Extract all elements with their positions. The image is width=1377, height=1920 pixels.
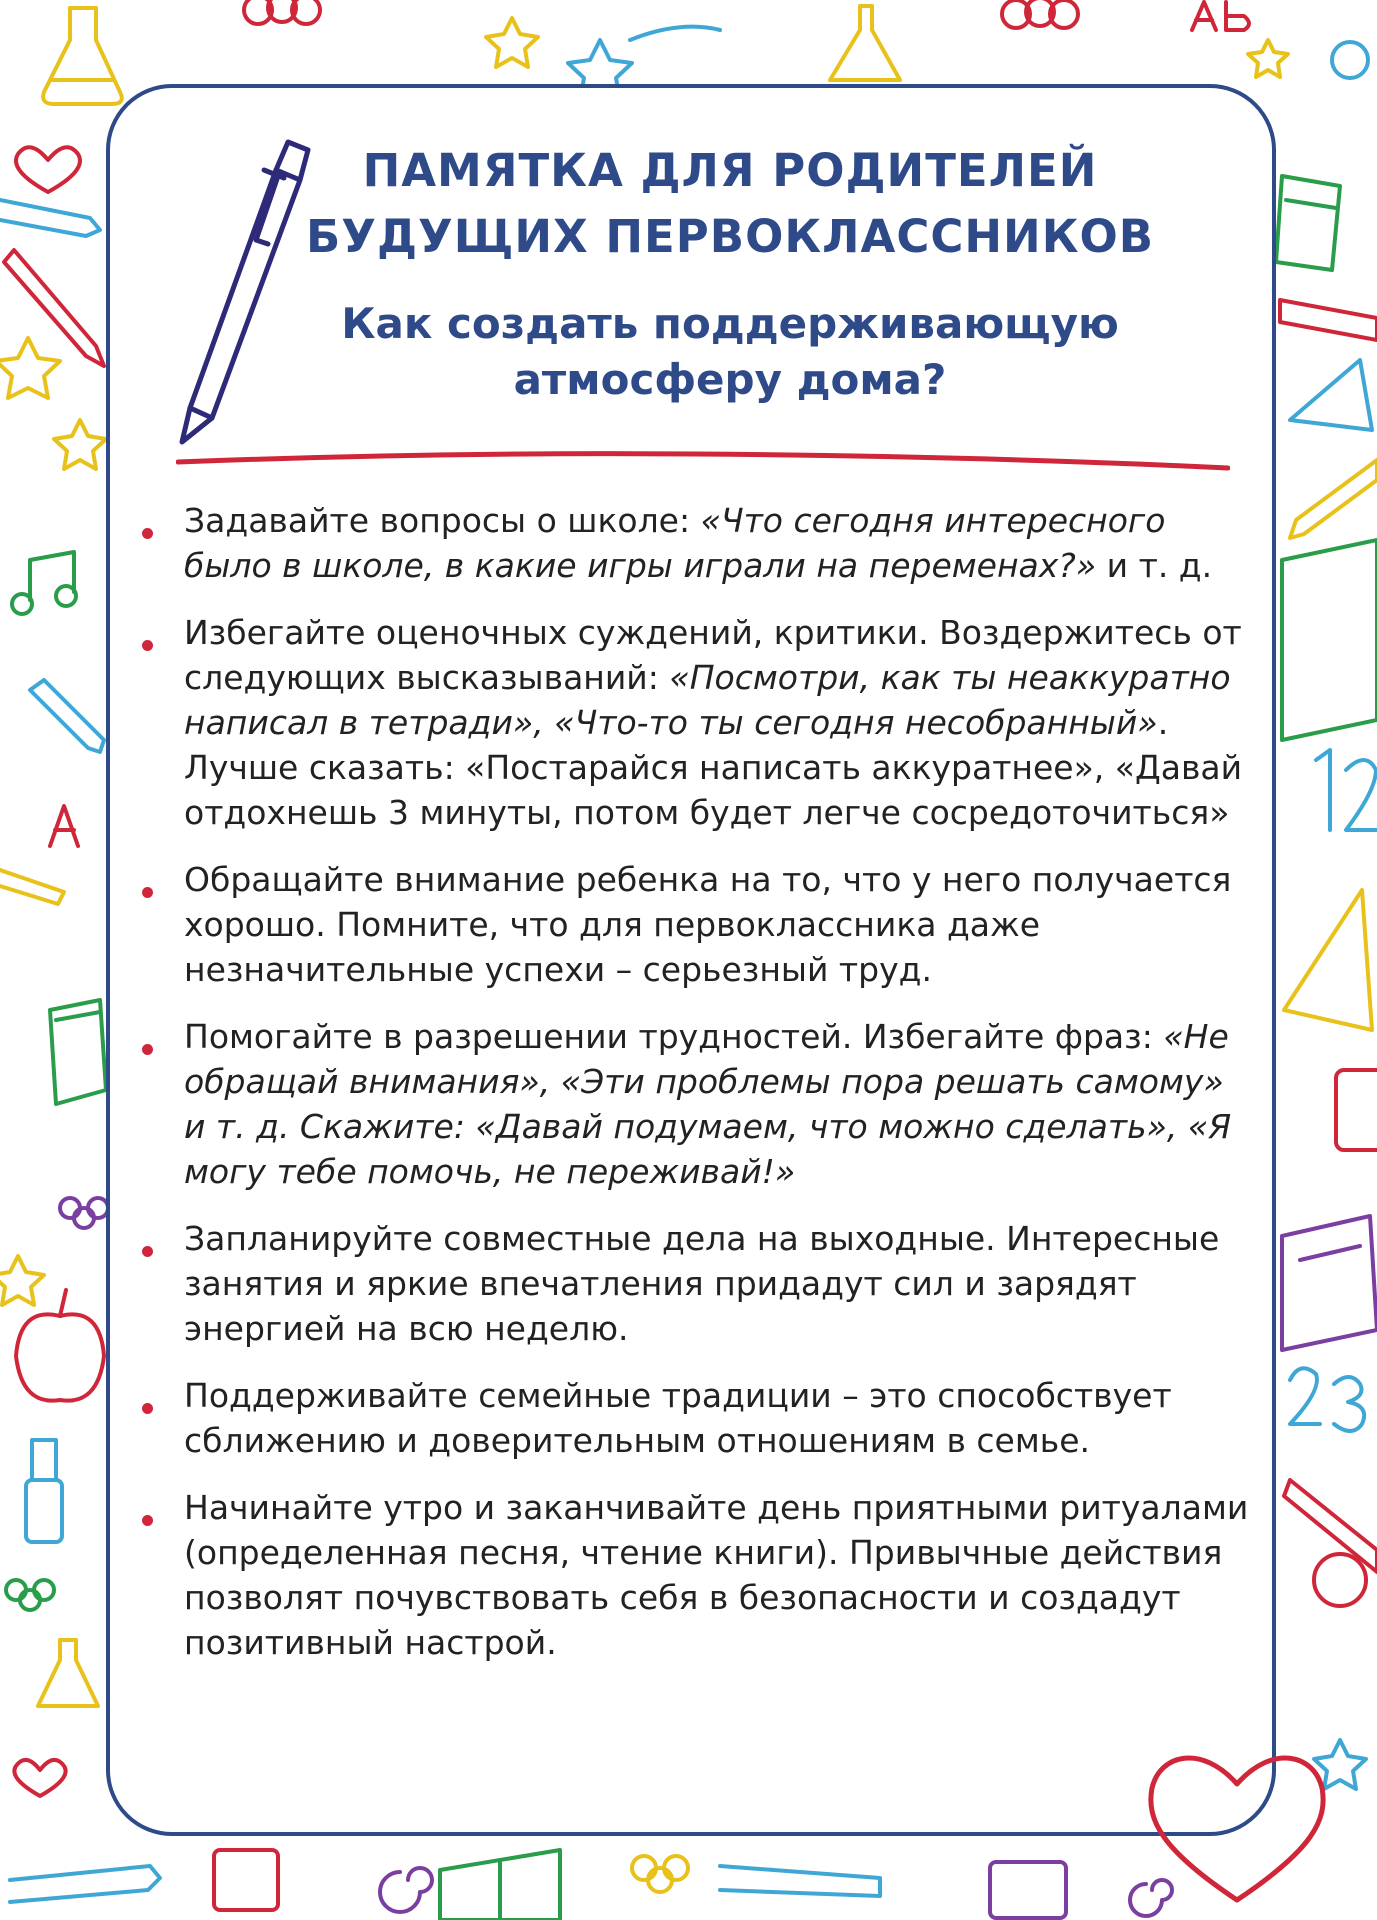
book-icon — [1282, 1216, 1377, 1350]
music-note-icon — [12, 552, 76, 614]
heart-icon — [1142, 1740, 1332, 1910]
list-item — [140, 610, 1250, 835]
eraser-icon — [214, 1850, 278, 1910]
tips-list — [140, 498, 1250, 1687]
heart-icon — [14, 1760, 65, 1796]
subtitle-line-2: атмосферу дома? — [513, 355, 947, 404]
tip-text-segment: Избегайте оценочных суждений, критики. Воздержитесь от следующих высказываний: — [184, 613, 1242, 697]
triangle-icon — [1284, 890, 1372, 1030]
book-icon — [1276, 176, 1340, 270]
tip-text-segment: «Не обращай внимания», «Эти проблемы пора решать самому» и т. д. Скажите: «Давай подумаем, что можно сделать», «Я могу тебе помочь, не переживай!» — [184, 1017, 1232, 1191]
heart-icon — [16, 147, 80, 192]
flower-icon — [244, 0, 320, 24]
tip-text-segment: и т. д. — [1096, 546, 1213, 585]
star-icon — [0, 1256, 44, 1305]
flower-icon — [632, 1856, 688, 1892]
glue-icon — [26, 1440, 62, 1542]
list-item — [140, 498, 1250, 588]
bullet-icon — [142, 528, 153, 539]
triangle-icon — [1290, 360, 1372, 430]
numbers-icon — [1316, 750, 1377, 830]
gear-icon — [1332, 42, 1368, 78]
letters-icon — [1192, 2, 1249, 30]
star-icon — [1248, 40, 1288, 77]
page-title — [300, 138, 1160, 270]
bullet-icon — [142, 1246, 153, 1257]
book-icon — [440, 1850, 560, 1920]
spiral-icon — [380, 1868, 432, 1912]
flower-icon — [1002, 0, 1078, 28]
eraser-icon — [990, 1862, 1066, 1918]
bullet-icon — [142, 1044, 153, 1055]
tip-text-segment: Обращайте внимание ребенка на то, что у него получается хорошо. Помните, что для первоклассника даже незначительные успехи – серьезный труд. — [184, 860, 1232, 989]
list-item — [140, 1373, 1250, 1463]
flask-icon — [38, 1640, 98, 1706]
tip-text-segment: Помогайте в разрешении трудностей. Избегайте фраз: — [184, 1017, 1164, 1056]
pen-icon — [10, 1866, 160, 1902]
title-line-1: ПАМЯТКА ДЛЯ РОДИТЕЛЕЙ — [362, 144, 1098, 197]
tip-text-segment: Запланируйте совместные дела на выходные. Интересные занятия и яркие впечатления придадут сил и зарядят энергией на всю неделю. — [184, 1219, 1220, 1348]
notebook-icon — [1282, 540, 1377, 740]
bullet-icon — [142, 1515, 153, 1526]
pencil-icon — [1284, 1480, 1377, 1572]
pen-icon — [720, 1866, 880, 1896]
letters-icon — [50, 806, 78, 846]
ruler-icon — [1280, 300, 1377, 340]
crayon-icon — [30, 680, 104, 752]
tip-text-segment: . Лучше сказать: «Постарайся написать аккуратнее», «Давай отдохнешь 3 минуты, потом будет легче сосредоточиться» — [184, 703, 1243, 832]
title-line-2: БУДУЩИХ ПЕРВОКЛАССНИКОВ — [305, 210, 1155, 263]
flask-icon — [830, 6, 900, 80]
tip-text-segment: «Что сегодня интересного было в школе, в какие игры играли на переменах?» — [184, 501, 1166, 585]
red-underline — [176, 446, 1230, 474]
flower-icon — [6, 1580, 54, 1610]
list-item — [140, 1485, 1250, 1665]
apple-icon — [16, 1290, 104, 1401]
book-icon — [50, 1000, 106, 1104]
star-icon — [486, 18, 538, 67]
tip-text-segment: Поддерживайте семейные традиции – это способствует сближению и доверительным отношениям в семье. — [184, 1376, 1172, 1460]
tip-text-segment: Начинайте утро и заканчивайте день приятными ритуалами (определенная песня, чтение книги). Привычные действия позволят почувствовать себя в безопасности и создадут позитивный настрой. — [184, 1488, 1249, 1662]
eraser-icon — [1336, 1070, 1377, 1150]
bullet-icon — [142, 640, 153, 651]
list-item — [140, 1216, 1250, 1351]
tip-text-segment: «Посмотри, как ты неаккуратно написал в тетради», «Что-то ты сегодня несобранный» — [184, 658, 1231, 742]
flower-icon — [60, 1198, 108, 1228]
bullet-icon — [142, 1403, 153, 1414]
numbers-icon — [1290, 1368, 1364, 1431]
tip-text-segment: Задавайте вопросы о школе: — [184, 501, 701, 540]
spiral-icon — [1314, 1554, 1366, 1606]
list-item — [140, 1014, 1250, 1194]
list-item — [140, 857, 1250, 992]
pencil-icon — [4, 250, 104, 366]
subtitle-line-1: Как создать поддерживающую — [341, 299, 1119, 348]
flask-icon — [43, 8, 122, 104]
pencil-icon — [0, 870, 64, 904]
pencil-icon — [1290, 460, 1377, 538]
page-subtitle — [260, 296, 1200, 408]
pencil-icon — [0, 200, 100, 236]
bullet-icon — [142, 887, 153, 898]
